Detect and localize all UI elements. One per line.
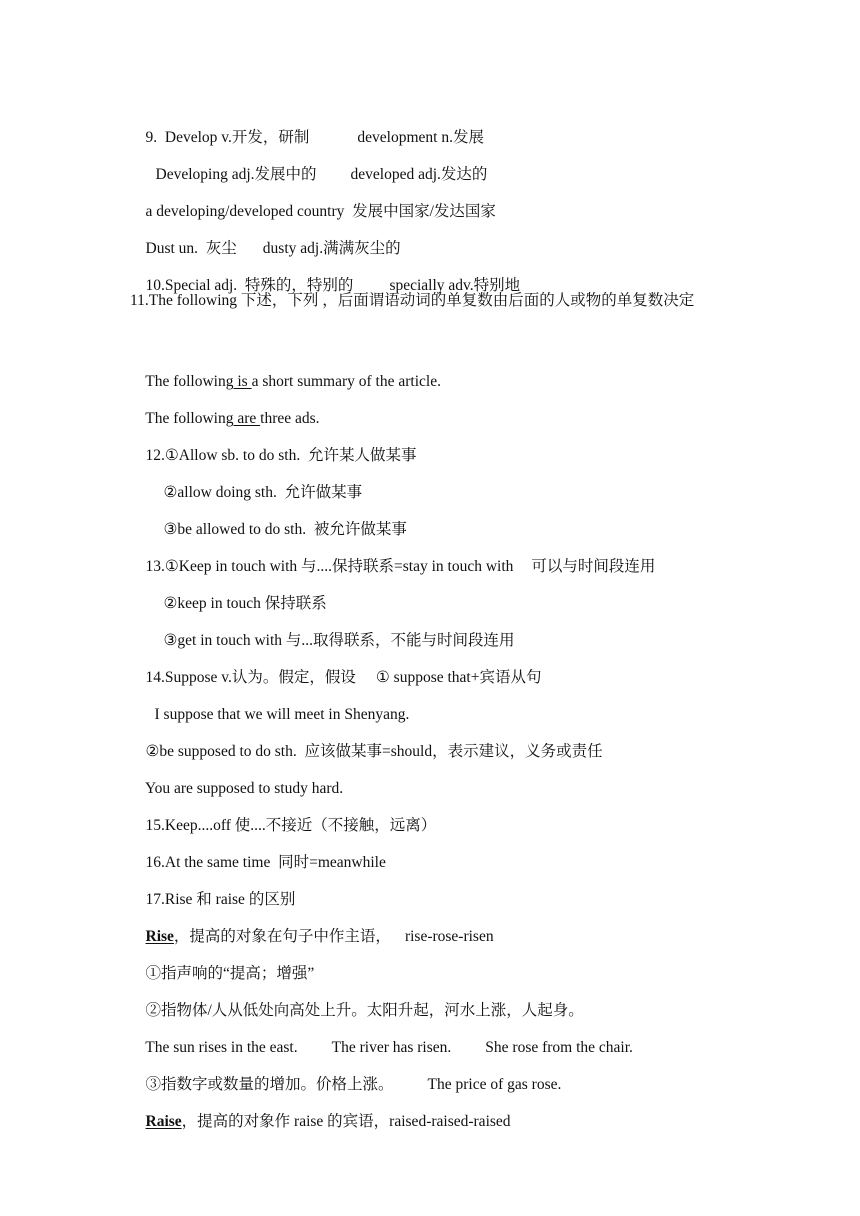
text: 14.Suppose v.认为。假定，假设 bbox=[145, 669, 356, 686]
text: specially adv.特别地 bbox=[389, 277, 521, 294]
text: The sun rises in the east. bbox=[145, 1039, 298, 1056]
text: ③get in touch with 与...取得联系，不能与时间段连用 bbox=[163, 632, 515, 649]
text: The following bbox=[145, 410, 234, 427]
text: three ads. bbox=[260, 410, 320, 427]
text: a short summary of the article. bbox=[251, 373, 441, 390]
text: 12.①Allow sb. to do sth. 允许某人做某事 bbox=[145, 447, 417, 464]
text: 可以与时间段连用 bbox=[531, 558, 656, 575]
line-the-following bbox=[130, 290, 740, 312]
text: Dust un. 灰尘 bbox=[145, 240, 237, 257]
text: The following bbox=[145, 373, 234, 390]
underlined-text: are bbox=[233, 410, 261, 427]
text: development n.发展 bbox=[357, 129, 484, 146]
text: ②keep in touch 保持联系 bbox=[163, 595, 327, 612]
text: dusty adj.满满灰尘的 bbox=[262, 240, 401, 257]
text: 11.The following 下述，下列 ，后面谓语动词的单复数由后面的人或物的单复数决定 bbox=[130, 292, 695, 309]
text: The river has risen. bbox=[331, 1039, 452, 1056]
underlined-text: is bbox=[233, 373, 252, 390]
text: You are supposed to study hard. bbox=[144, 780, 344, 797]
text: ，提高的对象作 raise 的宾语，raised-raised-raised bbox=[181, 1113, 511, 1130]
text: ，提高的对象在句子中作主语， bbox=[173, 928, 391, 945]
text: ②allow doing sth. 允许做某事 bbox=[163, 484, 363, 501]
text: Developing adj.发展中的 bbox=[155, 166, 317, 183]
text: ②指物体/人从低处向高处上升。太阳升起，河水上涨，人起身。 bbox=[145, 1002, 584, 1019]
text: I suppose that we will meet in Shenyang. bbox=[154, 706, 410, 723]
text: ①指声响的“提高；增强” bbox=[145, 965, 315, 982]
line-raise bbox=[130, 1089, 511, 1155]
text: ③be allowed to do sth. 被允许做某事 bbox=[163, 521, 407, 538]
text: rise-rose-risen bbox=[404, 928, 494, 945]
text: ③指数字或数量的增加。价格上涨。 bbox=[145, 1076, 394, 1093]
text: She rose from the chair. bbox=[485, 1039, 633, 1056]
text: 16.At the same time 同时=meanwhile bbox=[145, 854, 386, 871]
text: ②be supposed to do sth. 应该做某事=should，表示建议，义务或责任 bbox=[145, 743, 603, 760]
text: 17.Rise 和 raise 的区别 bbox=[145, 891, 296, 908]
text: 9. Develop v.开发，研制 bbox=[145, 129, 310, 146]
text: 15.Keep....off 使....不接近（不接触，远离） bbox=[145, 817, 437, 834]
text: a developing/developed country 发展中国家/发达国家 bbox=[145, 203, 496, 220]
text: ① suppose that+宾语从句 bbox=[375, 669, 542, 686]
text: developed adj.发达的 bbox=[350, 166, 488, 183]
text: The price of gas rose. bbox=[427, 1076, 562, 1093]
text: 13.①Keep in touch with 与....保持联系=stay in touch with bbox=[145, 558, 514, 575]
bold-underlined-text: Rise bbox=[145, 928, 174, 945]
text: 10.Special adj. 特殊的，特别的 bbox=[145, 277, 354, 294]
bold-underlined-text: Raise bbox=[145, 1113, 182, 1130]
